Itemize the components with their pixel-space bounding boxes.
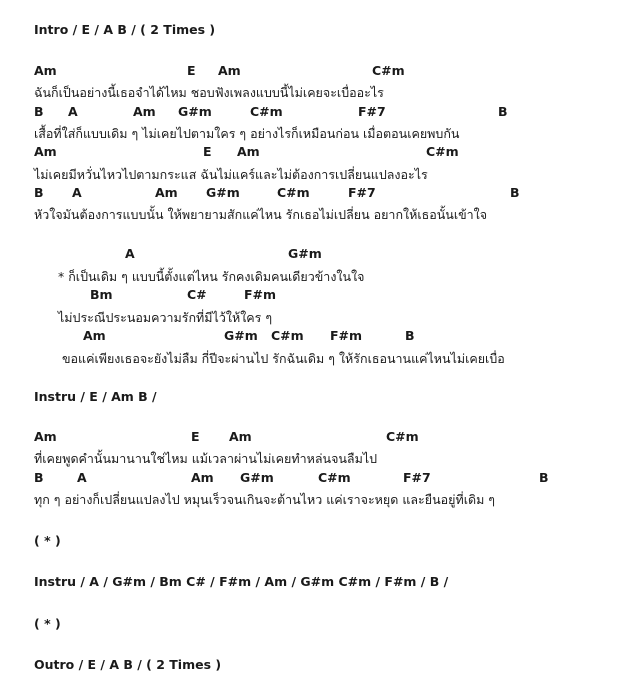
chord: A bbox=[68, 103, 78, 119]
chord: C#m bbox=[372, 63, 405, 78]
chord: B bbox=[510, 184, 520, 200]
outro-line: Outro / E / A B / ( 2 Times ) bbox=[34, 657, 222, 672]
lyric-text: ขอแค่เพียงเธอจะยังไม่ลืม กี่ปีจะผ่านไป รักฉันเดิม ๆ ให้รักเธอนานแค่ไหนไม่เคยเบื่อ bbox=[62, 350, 505, 366]
chord-line bbox=[0, 144, 620, 162]
chord-line bbox=[0, 287, 620, 305]
lyric-text: หัวใจมันต้องการแบบนั้น ให้พยายามสักแค่ไหน รักเธอไม่เปลี่ยน อยากให้เธอนั้นเข้าใจ bbox=[34, 207, 488, 223]
lyric-line bbox=[0, 308, 620, 326]
chord-line bbox=[0, 104, 620, 122]
chord: B bbox=[34, 184, 44, 200]
chord: Bm bbox=[90, 287, 113, 302]
chord: A bbox=[77, 469, 87, 485]
lyric-line bbox=[0, 490, 620, 508]
chord-line bbox=[0, 63, 620, 81]
chord: C#m bbox=[250, 103, 283, 119]
chord: Am bbox=[191, 469, 214, 485]
lyric-line bbox=[0, 349, 620, 367]
chord: E bbox=[187, 63, 196, 78]
lyric-line bbox=[0, 205, 620, 223]
chord: B bbox=[405, 328, 415, 343]
chord-line bbox=[0, 185, 620, 203]
chord: G#m bbox=[224, 328, 258, 343]
lyric-line bbox=[0, 124, 620, 142]
chord: C#m bbox=[277, 184, 310, 200]
chord: Am bbox=[133, 103, 156, 119]
chord: B bbox=[498, 103, 508, 119]
chord: Am bbox=[155, 184, 178, 200]
lyric-text: ที่เคยพูดคำนั้นมานานใช่ไหม แม้เวลาผ่านไม่เคยทำหล่นจนลืมไป bbox=[34, 451, 378, 467]
chord: C#m bbox=[318, 469, 351, 485]
chord: C#m bbox=[271, 328, 304, 343]
chord: G#m bbox=[206, 184, 240, 200]
chord: G#m bbox=[240, 469, 274, 485]
chord: B bbox=[34, 103, 44, 119]
chord: Am bbox=[83, 328, 106, 343]
lyric-line bbox=[0, 165, 620, 183]
lyric-text: * ก็เป็นเดิม ๆ แบบนี้ตั้งแต่ไหน รักคงเดิมคนเดียวข้างในใจ bbox=[58, 268, 365, 284]
chord: Am bbox=[229, 429, 252, 444]
lyric-text: ไม่เคยมีหวั่นไหวไปตามกระแส ฉันไม่แคร์และไม่ต้องการเปลี่ยนแปลงอะไร bbox=[34, 166, 428, 182]
chord: Am bbox=[34, 63, 57, 78]
chord: Am bbox=[34, 144, 57, 160]
chord: A bbox=[72, 184, 82, 200]
chord: F#7 bbox=[358, 103, 386, 119]
lyric-line bbox=[0, 449, 620, 467]
chord: G#m bbox=[288, 246, 322, 261]
chord: C# bbox=[187, 287, 207, 302]
instru-line-1: Instru / E / Am B / bbox=[34, 389, 157, 404]
chord-line bbox=[0, 429, 620, 447]
chord-line bbox=[0, 246, 620, 264]
lyric-text: เสื้อที่ใส่ก็แบบเดิม ๆ ไม่เคยไปตามใคร ๆ อย่างไรก็เหมือนก่อน เมื่อตอนเคยพบกัน bbox=[34, 125, 460, 141]
intro-line: Intro / E / A B / ( 2 Times ) bbox=[34, 22, 216, 37]
chord: Am bbox=[237, 144, 260, 160]
chord: Am bbox=[218, 63, 241, 78]
chord: E bbox=[191, 429, 200, 444]
chord: C#m bbox=[386, 429, 419, 444]
chord: F#m bbox=[330, 328, 363, 343]
chord-line bbox=[0, 470, 620, 488]
lyric-line bbox=[0, 267, 620, 285]
chord-line bbox=[0, 328, 620, 346]
chord: Am bbox=[34, 429, 57, 444]
chord: F#m bbox=[244, 287, 277, 302]
chord: B bbox=[34, 469, 44, 485]
chord: A bbox=[125, 246, 135, 261]
chorus-repeat-2: ( * ) bbox=[34, 616, 61, 631]
chord: F#7 bbox=[348, 184, 376, 200]
lyric-line bbox=[0, 83, 620, 101]
chord: C#m bbox=[426, 144, 459, 160]
lyric-text: ไม่ประณีประนอมความรักที่มีไว้ให้ใคร ๆ bbox=[58, 309, 273, 325]
chord: B bbox=[539, 469, 549, 485]
instru-line-2: Instru / A / G#m / Bm C# / F#m / Am / G#m C#m / F#m / B / bbox=[34, 574, 449, 589]
chord: F#7 bbox=[403, 469, 431, 485]
chorus-repeat-1: ( * ) bbox=[34, 533, 61, 548]
chord: G#m bbox=[178, 103, 212, 119]
lyric-text: ทุก ๆ อย่างก็เปลี่ยนแปลงไป หมุนเร็วจนเกินจะต้านไหว แค่เราจะหยุด และยืนอยู่ที่เดิม ๆ bbox=[34, 491, 496, 507]
lyric-text: ฉันก็เป็นอย่างนี้เธอจำได้ไหม ชอบฟังเพลงแบบนี้ไม่เคยจะเบื่ออะไร bbox=[34, 85, 384, 101]
chord: E bbox=[203, 144, 212, 160]
